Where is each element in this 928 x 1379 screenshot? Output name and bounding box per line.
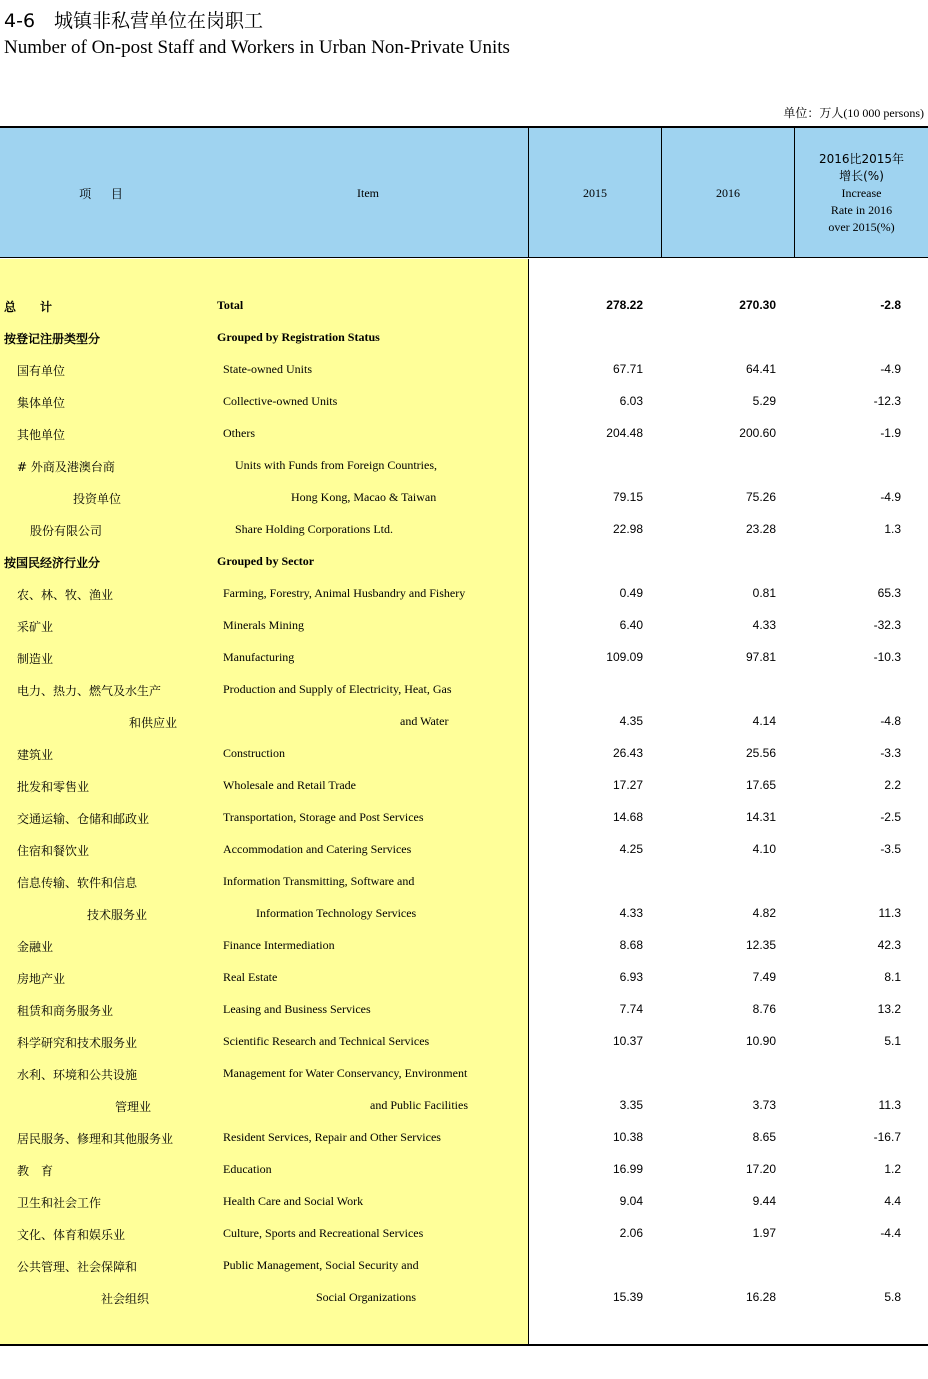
row-label-en: Leasing and Business Services [223, 1002, 371, 1016]
value-2016: 200.60 [739, 426, 776, 440]
value-2016: 17.20 [745, 1162, 776, 1176]
row-label-en: Information Technology Services [256, 906, 417, 920]
value-2016: 16.28 [745, 1290, 776, 1304]
value-rate: 13.2 [877, 1002, 901, 1016]
row-label-cn: 技术服务业 [87, 908, 148, 922]
table-row [0, 450, 928, 482]
row-label-cn: 水利、环境和公共设施 [17, 1068, 138, 1082]
value-2015: 9.04 [619, 1194, 643, 1208]
table-row [0, 1218, 928, 1250]
header-2016: 2016 [716, 185, 740, 200]
table-row [0, 642, 928, 674]
row-label-cn: 居民服务、修理和其他服务业 [17, 1132, 174, 1146]
value-rate: -32.3 [873, 618, 901, 632]
row-label-en: Hong Kong, Macao & Taiwan [291, 490, 437, 504]
value-2015: 16.99 [612, 1162, 643, 1176]
row-label-cn: 农、林、牧、渔业 [17, 588, 114, 602]
row-label-cn: 电力、热力、燃气及水生产 [17, 684, 162, 698]
row-label-cn: 科学研究和技术服务业 [17, 1036, 138, 1050]
table-row [0, 802, 928, 834]
header-item-en: Item [357, 185, 379, 200]
row-label-en: Resident Services, Repair and Other Services [223, 1130, 441, 1144]
value-2016: 9.44 [752, 1194, 776, 1208]
value-2016: 3.73 [752, 1098, 776, 1112]
value-2016: 7.49 [752, 970, 776, 984]
row-label-en: Health Care and Social Work [223, 1194, 364, 1208]
table-bottom-rule [0, 1344, 928, 1346]
table-row [0, 386, 928, 418]
value-2016: 12.35 [745, 938, 776, 952]
value-rate: 65.3 [877, 586, 901, 600]
value-2016: 4.82 [752, 906, 776, 920]
row-label-en: Others [223, 426, 255, 440]
row-label-cn: 社会组织 [101, 1292, 150, 1306]
row-label-en: Units with Funds from Foreign Countries, [235, 458, 438, 472]
row-label-en: Information Transmitting, Software and [223, 874, 415, 888]
value-rate: 1.2 [884, 1162, 901, 1176]
table-row [0, 1154, 928, 1186]
value-2015: 8.68 [619, 938, 643, 952]
header-rate [795, 128, 928, 258]
row-label-cn: 公共管理、社会保障和 [17, 1260, 138, 1274]
value-2015: 204.48 [606, 426, 643, 440]
row-label-cn: 金融业 [17, 940, 54, 954]
row-label-en: Finance Intermediation [223, 938, 335, 952]
value-rate: 42.3 [877, 938, 901, 952]
value-rate: -4.8 [880, 714, 901, 728]
row-label-cn: 房地产业 [17, 972, 66, 986]
value-2015: 0.49 [619, 586, 643, 600]
row-label-en: State-owned Units [223, 362, 312, 376]
row-label-en: Grouped by Sector [217, 554, 315, 568]
value-2016: 97.81 [745, 650, 776, 664]
row-label-en: Real Estate [223, 970, 278, 984]
value-2016: 4.14 [752, 714, 776, 728]
row-label-en: Share Holding Corporations Ltd. [235, 522, 393, 536]
row-label-en: and Water [400, 714, 449, 728]
table-row [0, 994, 928, 1026]
value-rate: -10.3 [873, 650, 901, 664]
value-rate: -3.5 [880, 842, 901, 856]
row-label-en: Management for Water Conservancy, Environment [223, 1066, 468, 1080]
value-rate: -4.9 [880, 362, 901, 376]
table-body [0, 290, 928, 1314]
row-label-cn: 制造业 [17, 652, 54, 666]
header-rate-line: over 2015(%) [828, 219, 895, 234]
table-row [0, 706, 928, 738]
table-row [0, 962, 928, 994]
value-2015: 15.39 [612, 1290, 643, 1304]
value-2016: 17.65 [745, 778, 776, 792]
table-row [0, 898, 928, 930]
table-title-cn: 4-6 城镇非私营单位在岗职工 [4, 10, 264, 32]
row-label-en: Education [223, 1162, 272, 1176]
value-2016: 4.33 [752, 618, 776, 632]
table-row [0, 322, 928, 354]
table-row [0, 1282, 928, 1314]
header-rate-line: 增长(%) [839, 168, 884, 183]
unit-label-cn: 单位：万人 [783, 106, 844, 120]
table-row [0, 482, 928, 514]
value-rate: 4.4 [884, 1194, 901, 1208]
table-row [0, 674, 928, 706]
value-2015: 278.22 [606, 298, 643, 312]
header-item-cn: 项 目 [79, 186, 131, 201]
table-row [0, 1186, 928, 1218]
row-label-en: Production and Supply of Electricity, Heat, Gas [223, 682, 452, 696]
value-rate: 11.3 [878, 1098, 901, 1112]
row-label-cn: 信息传输、软件和信息 [17, 876, 138, 890]
table-row [0, 1250, 928, 1282]
row-label-cn: 管理业 [115, 1100, 152, 1114]
table-row [0, 1058, 928, 1090]
table-title-en: Number of On-post Staff and Workers in Urban Non-Private Units [4, 37, 510, 58]
row-label-en: Construction [223, 746, 285, 760]
table-row [0, 514, 928, 546]
table-row [0, 354, 928, 386]
unit-label-en: (10 000 persons) [843, 106, 924, 120]
value-2015: 26.43 [612, 746, 643, 760]
value-2015: 22.98 [612, 522, 643, 536]
header-rate-line: 2016比2015年 [818, 151, 905, 166]
row-label-cn: 和供应业 [129, 716, 178, 730]
row-label-cn: 总 计 [4, 300, 53, 314]
row-label-cn: 按登记注册类型分 [4, 332, 101, 346]
row-label-cn: 住宿和餐饮业 [17, 844, 90, 858]
value-2015: 7.74 [619, 1002, 643, 1016]
row-label-cn: 集体单位 [17, 396, 66, 410]
value-2015: 79.15 [612, 490, 643, 504]
row-label-en: Accommodation and Catering Services [223, 842, 412, 856]
row-label-en: and Public Facilities [370, 1098, 468, 1112]
header-2015: 2015 [583, 185, 607, 200]
value-2016: 14.31 [745, 810, 776, 824]
table-row [0, 770, 928, 802]
value-2015: 4.25 [619, 842, 643, 856]
table-row [0, 290, 928, 322]
value-rate: 11.3 [878, 906, 901, 920]
value-2015: 4.35 [619, 714, 643, 728]
value-2016: 23.28 [745, 522, 776, 536]
value-rate: 1.3 [884, 522, 901, 536]
row-label-en: Wholesale and Retail Trade [223, 778, 356, 792]
value-rate: -2.8 [880, 298, 901, 312]
table-row [0, 546, 928, 578]
table-row [0, 418, 928, 450]
value-rate: -2.5 [880, 810, 901, 824]
value-rate: -12.3 [873, 394, 901, 408]
row-label-cn: 建筑业 [17, 748, 54, 762]
row-label-en: Scientific Research and Technical Services [223, 1034, 430, 1048]
value-2016: 64.41 [745, 362, 776, 376]
row-label-en: Collective-owned Units [223, 394, 338, 408]
value-2016: 8.65 [752, 1130, 776, 1144]
value-2016: 270.30 [739, 298, 776, 312]
row-label-cn: 文化、体育和娱乐业 [17, 1228, 126, 1242]
value-2016: 0.81 [752, 586, 776, 600]
value-2015: 109.09 [606, 650, 643, 664]
table-row [0, 1026, 928, 1058]
table-row [0, 834, 928, 866]
table-row [0, 1122, 928, 1154]
row-label-en: Culture, Sports and Recreational Services [223, 1226, 424, 1240]
value-rate: 5.8 [884, 1290, 901, 1304]
value-rate: -4.9 [880, 490, 901, 504]
value-2016: 25.56 [745, 746, 776, 760]
row-label-en: Transportation, Storage and Post Services [223, 810, 424, 824]
row-label-cn: 教 育 [17, 1164, 54, 1178]
table-row [0, 930, 928, 962]
value-2016: 75.26 [745, 490, 776, 504]
row-label-en: Public Management, Social Security and [223, 1258, 419, 1272]
table-row [0, 610, 928, 642]
header-rate-line: Rate in 2016 [830, 202, 893, 217]
value-2015: 10.38 [612, 1130, 643, 1144]
row-label-en: Social Organizations [316, 1290, 417, 1304]
value-rate: -4.4 [880, 1226, 901, 1240]
row-label-en: Minerals Mining [223, 618, 304, 632]
row-label-cn: 国有单位 [17, 364, 66, 378]
table-row [0, 1090, 928, 1122]
value-2016: 4.10 [752, 842, 776, 856]
value-2015: 3.35 [619, 1098, 643, 1112]
value-rate: 8.1 [884, 970, 901, 984]
value-rate: 5.1 [884, 1034, 901, 1048]
value-rate: -16.7 [873, 1130, 901, 1144]
value-2016: 1.97 [752, 1226, 776, 1240]
row-label-cn: # 外商及港澳台商 [17, 460, 115, 474]
value-rate: 2.2 [884, 778, 901, 792]
value-2015: 14.68 [612, 810, 643, 824]
row-label-cn: 按国民经济行业分 [4, 556, 101, 570]
value-2015: 67.71 [612, 362, 643, 376]
row-label-en: Farming, Forestry, Animal Husbandry and Fishery [223, 586, 466, 600]
value-rate: -3.3 [880, 746, 901, 760]
table-row [0, 578, 928, 610]
value-2015: 6.93 [619, 970, 643, 984]
row-label-cn: 租赁和商务服务业 [17, 1004, 114, 1018]
value-2015: 6.40 [619, 618, 643, 632]
table-row [0, 866, 928, 898]
value-2016: 8.76 [752, 1002, 776, 1016]
row-label-cn: 股份有限公司 [30, 524, 103, 538]
row-label-cn: 投资单位 [73, 492, 122, 506]
value-2015: 10.37 [612, 1034, 643, 1048]
value-2016: 5.29 [752, 394, 776, 408]
row-label-en: Manufacturing [223, 650, 295, 664]
unit-label [783, 104, 924, 121]
value-rate: -1.9 [880, 426, 901, 440]
row-label-cn: 交通运输、仓储和邮政业 [17, 812, 150, 826]
row-label-cn: 卫生和社会工作 [17, 1196, 102, 1210]
table-row [0, 738, 928, 770]
row-label-cn: 批发和零售业 [17, 780, 90, 794]
row-label-en: Total [217, 298, 244, 312]
value-2015: 17.27 [612, 778, 643, 792]
row-label-cn: 采矿业 [17, 620, 54, 634]
value-2015: 6.03 [619, 394, 643, 408]
value-2016: 10.90 [745, 1034, 776, 1048]
value-2015: 4.33 [619, 906, 643, 920]
header-rate-line: Increase [841, 185, 882, 200]
row-label-en: Grouped by Registration Status [217, 330, 380, 344]
value-2015: 2.06 [619, 1226, 643, 1240]
row-label-cn: 其他单位 [17, 428, 66, 442]
